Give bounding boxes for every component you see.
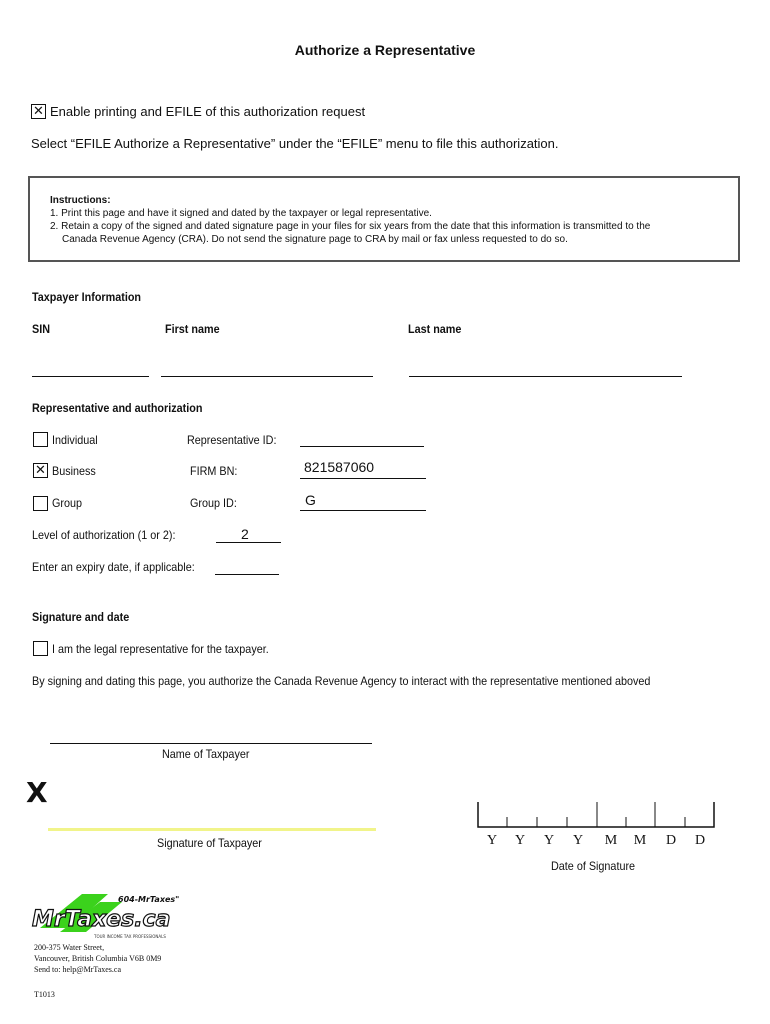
- level-field[interactable]: [216, 542, 281, 543]
- level-label: Level of authorization (1 or 2):: [32, 528, 176, 542]
- instruction-item-2-cont: Canada Revenue Agency (CRA). Do not send the signature page to CRA by mail or fax unless requested to do so.: [62, 234, 568, 245]
- legal-rep-checkbox[interactable]: [33, 641, 48, 656]
- efile-select-text: Select “EFILE Authorize a Representative” under the “EFILE” menu to file this authorization.: [31, 136, 559, 151]
- address-line-1: 200-375 Water Street,: [34, 943, 105, 952]
- efile-enable-label: Enable printing and EFILE of this authorization request: [50, 104, 366, 119]
- efile-enable-checkbox[interactable]: ✕: [31, 104, 46, 119]
- legal-rep-label: I am the legal representative for the taxpayer.: [52, 642, 269, 656]
- expiry-field[interactable]: [215, 574, 279, 575]
- taxpayer-heading: Taxpayer Information: [32, 290, 142, 304]
- last-name-field[interactable]: [409, 376, 682, 377]
- signature-caption: Signature of Taxpayer: [157, 836, 262, 850]
- date-caption: Date of Signature: [551, 859, 636, 873]
- group-id-field[interactable]: [300, 510, 426, 511]
- consent-text: By signing and dating this page, you authorize the Canada Revenue Agency to interact with the representative mentioned aboved: [32, 674, 651, 688]
- instruction-item-1: 1. Print this page and have it signed and dated by the taxpayer or legal representative.: [50, 208, 432, 219]
- logo-tagline: TOUR INCOME TAX PROFESSIONALS: [94, 934, 166, 939]
- expiry-label: Enter an expiry date, if applicable:: [32, 560, 195, 574]
- footer-address: [34, 942, 161, 975]
- signature-line[interactable]: [48, 828, 376, 831]
- business-checkbox[interactable]: ✕: [33, 463, 48, 478]
- sin-label: SIN: [32, 322, 51, 336]
- group-label: Group: [52, 496, 83, 510]
- date-letter: M: [633, 833, 647, 848]
- taxpayer-name-line[interactable]: [50, 743, 372, 744]
- logo-phone: 604-MrTaxes": [118, 895, 180, 904]
- business-label: Business: [52, 464, 96, 478]
- level-value[interactable]: 2: [241, 526, 249, 542]
- rep-id-field[interactable]: [300, 446, 424, 447]
- group-id-value[interactable]: G: [305, 492, 316, 508]
- signature-x-mark: X: [26, 776, 48, 809]
- logo-wordmark: MrTaxes.ca: [32, 907, 171, 932]
- first-name-field[interactable]: [161, 376, 373, 377]
- date-letter: Y: [572, 833, 584, 848]
- instructions-box: [28, 176, 740, 262]
- page-title: Authorize a Representative: [294, 42, 476, 58]
- taxpayer-name-caption: Name of Taxpayer: [162, 747, 250, 761]
- individual-label: Individual: [52, 433, 98, 447]
- representative-heading: Representative and authorization: [32, 401, 203, 415]
- first-name-label: First name: [165, 322, 220, 336]
- last-name-label: Last name: [408, 322, 462, 336]
- signature-heading: Signature and date: [32, 610, 130, 624]
- address-line-3: Send to: help@MrTaxes.ca: [34, 965, 122, 974]
- form-code: T1013: [34, 990, 55, 999]
- date-letter: D: [665, 833, 677, 848]
- address-line-2: Vancouver, British Columbia V6B 0M9: [34, 954, 162, 963]
- date-entry-boxes[interactable]: [477, 802, 715, 828]
- group-checkbox[interactable]: [33, 496, 48, 511]
- firm-bn-field[interactable]: [300, 478, 426, 479]
- firm-bn-label: FIRM BN:: [190, 464, 238, 478]
- sin-field[interactable]: [32, 376, 149, 377]
- date-letter: M: [604, 833, 618, 848]
- group-id-label: Group ID:: [190, 496, 237, 510]
- individual-checkbox[interactable]: [33, 432, 48, 447]
- instruction-item-2: 2. Retain a copy of the signed and dated signature page in your files for six years from the date that this information is transmitted to the: [50, 221, 651, 232]
- firm-bn-value[interactable]: 821587060: [304, 459, 375, 475]
- date-letter: Y: [486, 833, 498, 848]
- date-letter: Y: [543, 833, 555, 848]
- mrtaxes-logo: [30, 890, 190, 942]
- instructions-heading: Instructions:: [50, 195, 111, 206]
- date-letter: Y: [514, 833, 526, 848]
- rep-id-label: Representative ID:: [187, 433, 277, 447]
- date-letter: D: [694, 833, 706, 848]
